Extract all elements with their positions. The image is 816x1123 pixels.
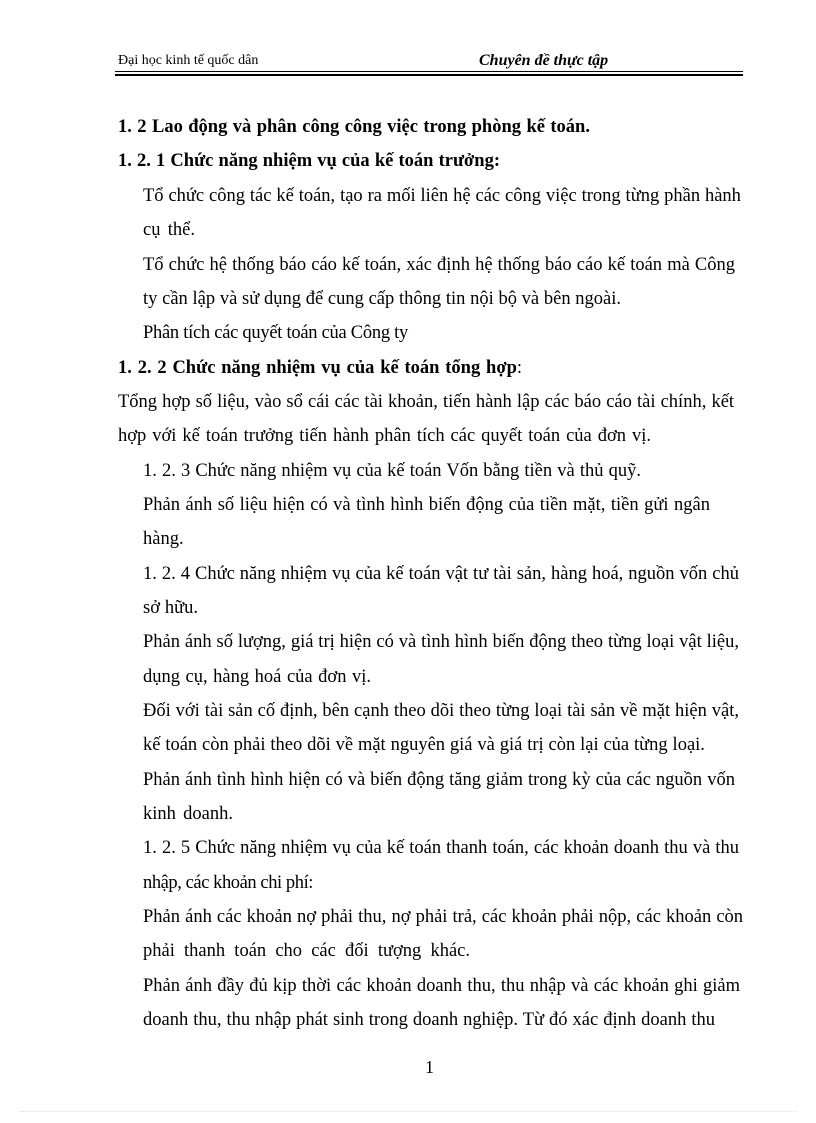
paragraph-line: Phản ánh đầy đủ kịp thời các khoản doanh thu, thu nhập và các khoản ghi giảm: [143, 976, 740, 996]
paragraph-line: sở hữu.: [143, 598, 198, 618]
paragraph-line: kế toán còn phải theo dõi về mặt nguyên giá và giá trị còn lại của từng loại.: [143, 735, 705, 755]
subsection-heading-text: 1. 2. 2 Chức năng nhiệm vụ của kế toán tổng hợp: [118, 358, 517, 378]
paragraph-line: 1. 2. 5 Chức năng nhiệm vụ của kế toán thanh toán, các khoản doanh thu và thu: [143, 838, 739, 858]
paragraph-line: Tổng hợp số liệu, vào sổ cái các tài khoản, tiến hành lập các báo cáo tài chính, kết: [118, 392, 735, 412]
page-bottom-border: [20, 1111, 796, 1112]
header-divider-thin: [115, 71, 743, 72]
paragraph-line: Phản ánh các khoản nợ phải thu, nợ phải trả, các khoản phải nộp, các khoản còn: [143, 907, 744, 927]
paragraph-line: Phản ánh tình hình hiện có và biến động tăng giảm trong kỳ của các nguồn vốn: [143, 770, 735, 790]
paragraph-line: Phản ánh số liệu hiện có và tình hình biến động của tiền mặt, tiền gửi ngân: [143, 495, 711, 515]
paragraph-line: cụ thể.: [143, 220, 196, 240]
paragraph-line: Phân tích các quyết toán của Công ty: [143, 323, 408, 343]
paragraph-line: Phản ánh số lượng, giá trị hiện có và tình hình biến động theo từng loại vật liệu,: [143, 632, 740, 652]
subsection-heading: [118, 356, 522, 380]
paragraph-line: 1. 2. 3 Chức năng nhiệm vụ của kế toán Vốn bằng tiền và thủ quỹ.: [143, 461, 641, 481]
header-document-title: Chuyên đề thực tập: [479, 52, 609, 69]
paragraph-line: 1. 2. 4 Chức năng nhiệm vụ của kế toán vật tư tài sản, hàng hoá, nguồn vốn chủ: [143, 564, 739, 584]
paragraph-line: kinh doanh.: [143, 804, 233, 824]
paragraph-line: phải thanh toán cho các đối tượng khác.: [143, 941, 471, 961]
paragraph-line: Tổ chức hệ thống báo cáo kế toán, xác định hệ thống báo cáo kế toán mà Công: [143, 255, 736, 275]
paragraph-line: ty cần lập và sử dụng để cung cấp thông tin nội bộ và bên ngoài.: [143, 289, 622, 309]
section-heading: 1. 2 Lao động và phân công công việc trong phòng kế toán.: [118, 117, 590, 137]
paragraph-line: Tổ chức công tác kế toán, tạo ra mối liên hệ các công việc trong từng phần hành: [143, 186, 741, 206]
paragraph-line: Đối với tài sản cố định, bên cạnh theo dõi theo từng loại tài sản về mặt hiện vật,: [143, 701, 739, 721]
header-university: Đại học kinh tế quốc dân: [118, 53, 259, 68]
header-divider-thick: [115, 74, 743, 76]
subsection-heading-colon: :: [516, 358, 522, 378]
paragraph-line: hàng.: [143, 529, 184, 549]
paragraph-line: dụng cụ, hàng hoá của đơn vị.: [143, 667, 371, 687]
paragraph-line: hợp với kế toán trưởng tiến hành phân tích các quyết toán của đơn vị.: [118, 426, 651, 446]
paragraph-line: nhập, các khoản chi phí:: [143, 873, 313, 893]
page-number: 1: [425, 1057, 434, 1077]
paragraph-line: doanh thu, thu nhập phát sinh trong doanh nghiệp. Từ đó xác định doanh thu: [143, 1010, 715, 1030]
subsection-heading: 1. 2. 1 Chức năng nhiệm vụ của kế toán trưởng:: [118, 151, 500, 171]
